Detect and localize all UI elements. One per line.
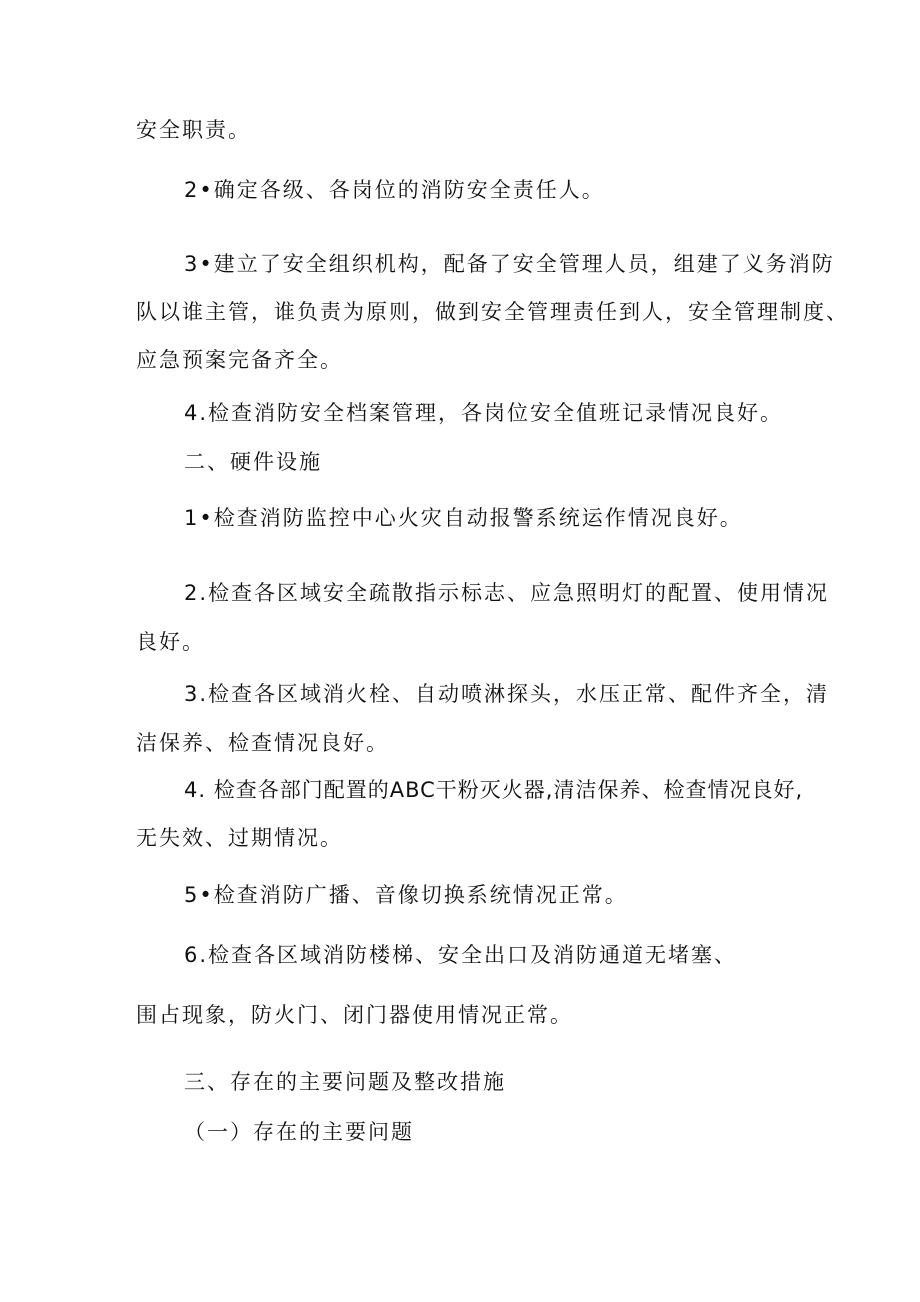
text-line-hw-item-1: 1•检查消防监控中心火灾自动报警系统运作情况良好。	[184, 506, 743, 530]
section-heading-hardware: 二、硬件设施	[184, 450, 322, 474]
text-line-item-4-archives: 4.检查消防安全档案管理，各岗位安全值班记录情况良好。	[184, 401, 784, 425]
text-line-item-3-organization: 3•建立了安全组织机构，配备了安全管理人员，组建了义务消防	[184, 252, 835, 276]
text-line-item-3-continued: 队以谁主管，谁负责为原则，做到安全管理责任到人，安全管理制度、	[136, 300, 849, 324]
text-line-hw-item-3: 3.检查各区域消火栓、自动喷淋探头，水压正常、配件齐全，清	[184, 682, 830, 706]
text-line-hw-item-5: 5•检查消防广播、音像切换系统情况正常。	[184, 883, 628, 907]
text-line-hw-item-6-end: 围占现象，防火门、闭门器使用情况正常。	[136, 1003, 573, 1027]
text-line-hw-item-4-end: 无失效、过期情况。	[136, 826, 343, 850]
text-line-hw-item-2: 2.检查各区域安全疏散指示标志、应急照明灯的配置、使用情况	[184, 581, 830, 605]
text-line-hw-item-6: 6.检查各区域消防楼梯、安全出口及消防通道无堵塞、	[184, 943, 738, 967]
text-line-hw-item-3-end: 洁保养、检查情况良好。	[136, 731, 389, 755]
text-line-item-2-responsible-persons: 2•确定各级、各岗位的消防安全责任人。	[184, 178, 605, 202]
subsection-heading-main-problems: （一）存在的主要问题	[184, 1120, 414, 1144]
text-line-hw-item-2-end: 良好。	[136, 630, 205, 654]
text-line-hw-item-4: 4. 检查各部门配置的ABC干粉灭火器,清洁保养、检查情况良好,	[184, 778, 804, 802]
text-line-security-duties: 安全职责。	[136, 118, 251, 142]
section-heading-problems-measures: 三、存在的主要问题及整改措施	[184, 1070, 506, 1094]
text-line-item-3-end: 应急预案完备齐全。	[136, 348, 343, 372]
